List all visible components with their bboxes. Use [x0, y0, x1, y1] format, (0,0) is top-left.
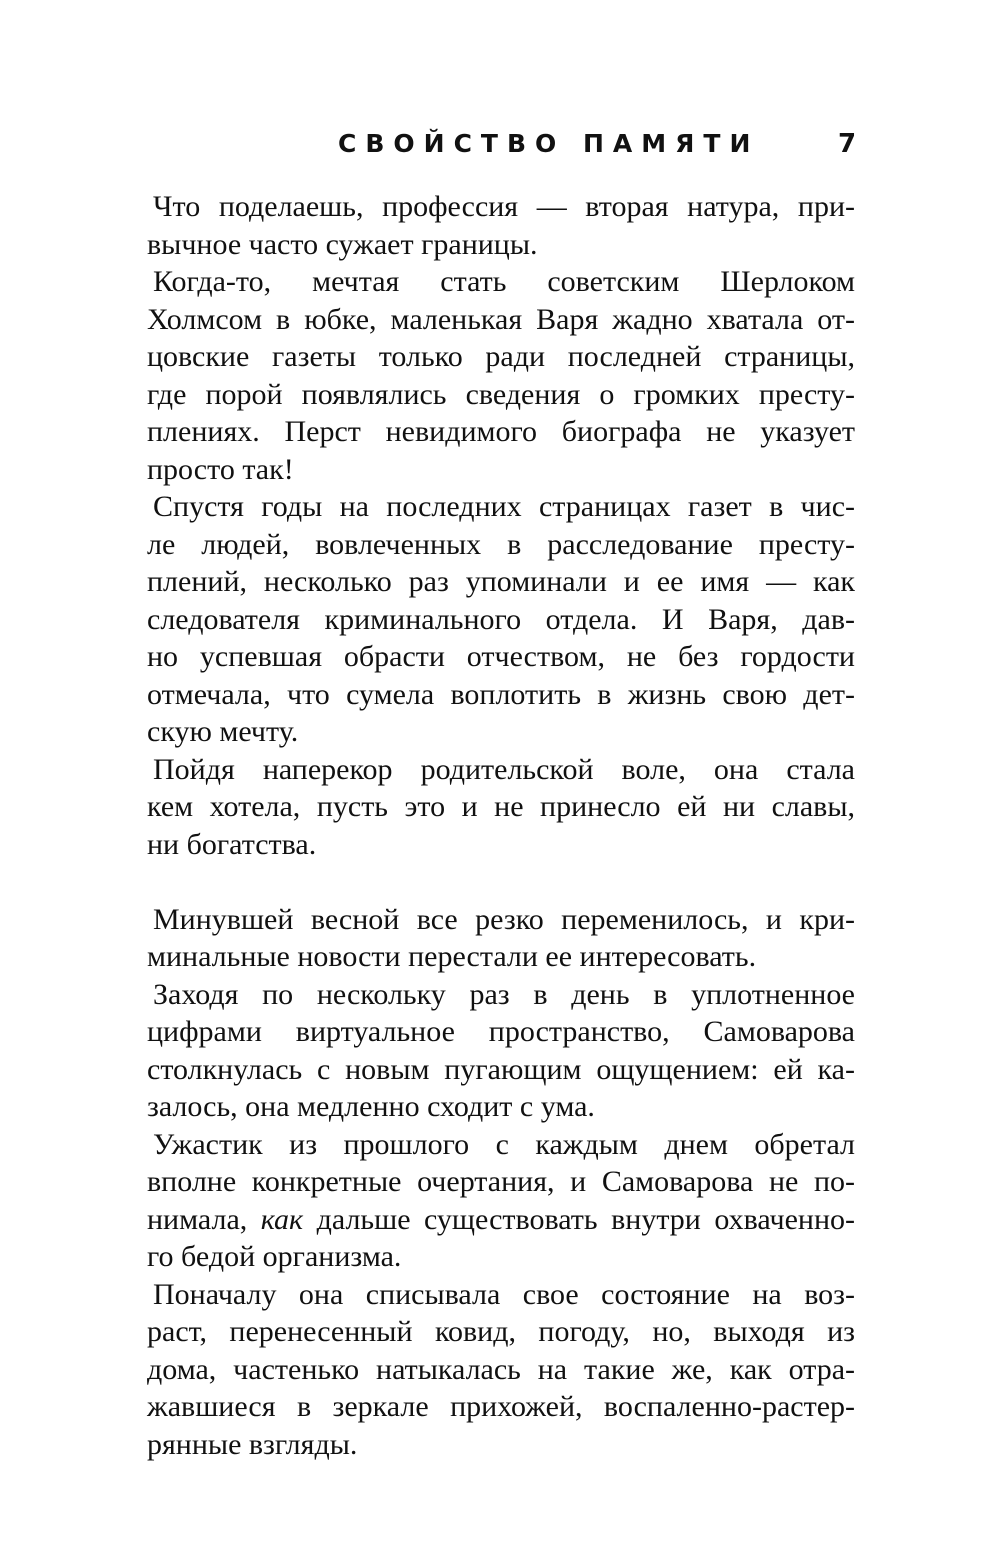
italic-word: как: [260, 1202, 304, 1236]
text-line: го бедой организма.: [147, 1240, 402, 1273]
text-line: цовские газеты только ради последней страницы,: [147, 340, 855, 373]
text-line: жавшиеся в зеркале прихожей, воспаленно-растер-: [147, 1390, 855, 1423]
text-line: рянные взгляды.: [147, 1427, 358, 1461]
text-line: ни богатства.: [147, 827, 317, 861]
text-line: вполне конкретные очертания, и Самоварова не по-: [147, 1165, 855, 1198]
text-line: Поначалу она списывала свое состояние на воз-: [153, 1277, 855, 1311]
text-line: цифрами виртуальное пространство, Самоварова: [147, 1015, 855, 1048]
text-line: Холмсом в юбке, маленькая Варя жадно хватала от-: [147, 302, 855, 336]
text-line: минальные новости перестали ее интересовать.: [147, 940, 757, 973]
page-number: 7: [838, 129, 857, 159]
text-line: дома, частенько натыкалась на такие же, как отра-: [147, 1352, 855, 1386]
text-line: Ужастик из прошлого с каждым днем обретал: [153, 1127, 855, 1161]
text-line: просто так!: [147, 452, 294, 486]
text-run: нимала,: [147, 1202, 261, 1236]
text-line: кем хотела, пусть это и не принесло ей ни славы,: [147, 790, 855, 823]
text-line: отмечала, что сумела воплотить в жизнь свою дет-: [147, 677, 855, 711]
text-line: ле людей, вовлеченных в расследование престу-: [147, 527, 855, 561]
text-line: где порой появлялись сведения о громких престу-: [147, 377, 855, 411]
text-line: плений, несколько раз упоминали и ее имя — как: [147, 565, 855, 598]
text-line: Когда-то, мечтая стать советским Шерлоком: [153, 265, 855, 298]
text-line-with-italic: [147, 1201, 855, 1239]
text-line: столкнулась с новым пугающим ощущением: ей ка-: [147, 1052, 855, 1086]
text-line: но успевшая обрасти отчеством, не без гордости: [147, 640, 855, 673]
text-line: залось, она медленно сходит с ума.: [147, 1090, 595, 1123]
text-line: скую мечту.: [147, 715, 299, 748]
text-line: плениях. Перст невидимого биографа не указует: [147, 415, 855, 448]
body-text: [147, 188, 855, 1463]
text-line: Пойдя наперекор родительской воле, она стала: [153, 752, 855, 786]
text-line: Спустя годы на последних страницах газет в чис-: [153, 490, 855, 523]
text-line: Что поделаешь, профессия — вторая натура, при-: [153, 190, 855, 223]
text-line: раст, перенесенный ковид, погоду, но, выходя из: [147, 1315, 855, 1348]
running-title: СВОЙСТВО ПАМЯТИ: [338, 129, 760, 158]
text-run: дальше существовать внутри охваченно-: [303, 1202, 855, 1236]
text-line: следователя криминального отдела. И Варя, дав-: [147, 602, 855, 636]
section-break: [147, 863, 855, 901]
text-line: Заходя по нескольку раз в день в уплотненное: [153, 977, 855, 1011]
text-line: вычное часто сужает границы.: [147, 227, 538, 261]
text-line: Минувшей весной все резко переменилось, и кри-: [153, 902, 855, 936]
